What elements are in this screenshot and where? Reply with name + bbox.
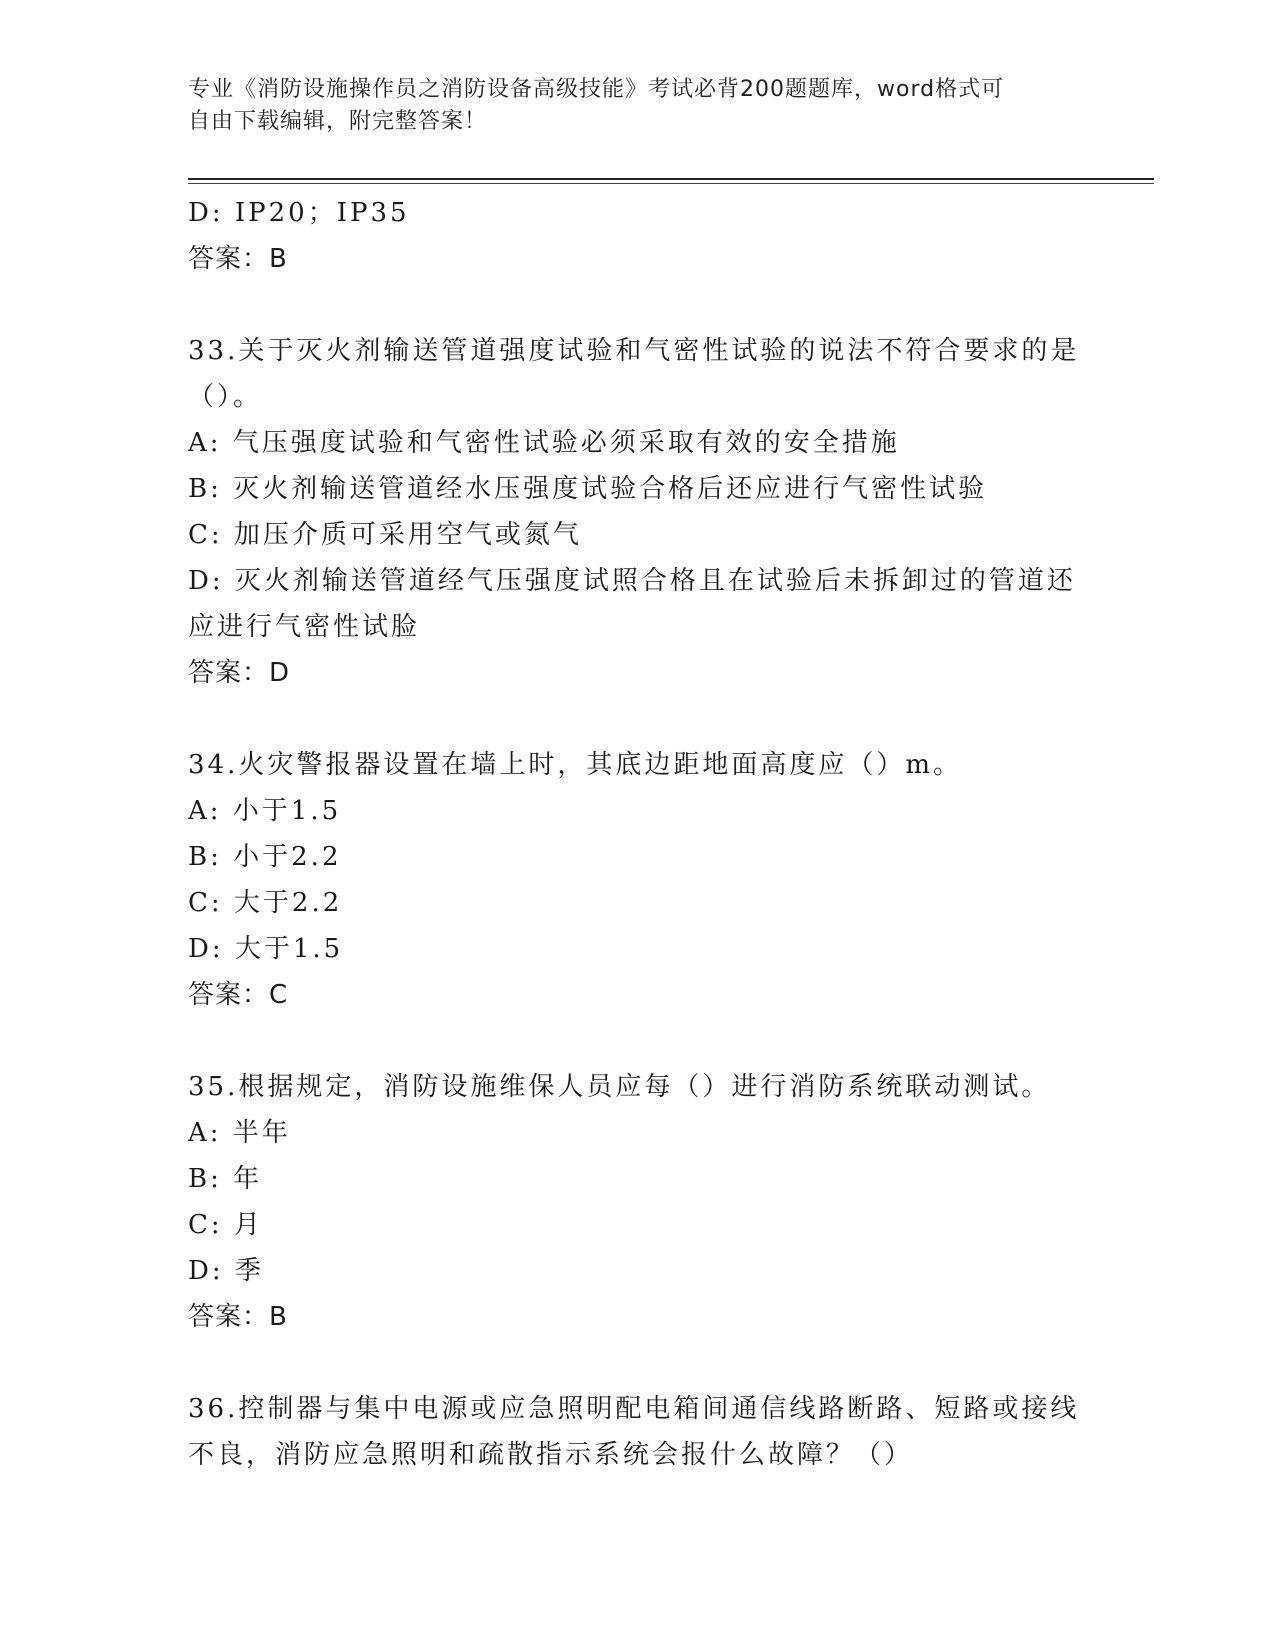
question-content — [188, 190, 1088, 1478]
answer-label: 答案：D — [188, 658, 291, 688]
option-d: D: 季 — [188, 1256, 264, 1286]
question-35 — [188, 1064, 1088, 1340]
question-36 — [188, 1386, 1088, 1478]
spacer — [188, 1340, 1088, 1386]
question-stem-continued: 不良，消防应急照明和疏散指示系统会报什么故障？（） — [188, 1440, 914, 1470]
option-c: C: 大于2.2 — [188, 888, 343, 918]
option-d: D: IP20；IP35 — [188, 198, 410, 228]
header-divider-thin — [188, 183, 1154, 184]
spacer — [188, 1018, 1088, 1064]
question-stem: 33.关于灭火剂输送管道强度试验和气密性试验的说法不符合要求的是 — [188, 336, 1080, 366]
header-divider-thick — [188, 178, 1154, 180]
question-34 — [188, 742, 1088, 1018]
option-b: B: 灭火剂输送管道经水压强度试验合格后还应进行气密性试验 — [188, 474, 988, 504]
option-a: A: 小于1.5 — [188, 796, 342, 826]
header-title-line-2: 自由下载编辑，附完整答案！ — [188, 109, 488, 134]
answer-label: 答案：C — [188, 980, 289, 1010]
option-a: A: 气压强度试验和气密性试验必须采取有效的安全措施 — [188, 428, 900, 458]
option-b: B: 年 — [188, 1164, 263, 1194]
option-d: D: 大于1.5 — [188, 934, 344, 964]
question-stem: 36.控制器与集中电源或应急照明配电箱间通信线路断路、短路或接线 — [188, 1394, 1080, 1424]
option-b: B: 小于2.2 — [188, 842, 342, 872]
spacer — [188, 282, 1088, 328]
question-stem: 34.火灾警报器设置在墙上时，其底边距地面高度应（）m。 — [188, 750, 963, 780]
option-c: C: 月 — [188, 1210, 263, 1240]
question-stem-continued: （）。 — [188, 382, 263, 412]
question-stem: 35.根据规定，消防设施维保人员应每（）进行消防系统联动测试。 — [188, 1072, 1051, 1102]
header-title-line-1: 专业《消防设施操作员之消防设备高级技能》考试必背200题题库，word格式可 — [188, 77, 1005, 102]
option-d: D: 灭火剂输送管道经气压强度试照合格且在试验后未拆卸过的管道还 — [188, 566, 1076, 596]
option-c: C: 加压介质可采用空气或氮气 — [188, 520, 582, 550]
option-d-continued: 应进行气密性试脸 — [188, 612, 421, 642]
answer-label: 答案：B — [188, 1302, 288, 1332]
spacer — [188, 696, 1088, 742]
document-header — [188, 74, 1068, 138]
question-33 — [188, 328, 1088, 696]
answer-label: 答案：B — [188, 244, 288, 274]
option-a: A: 半年 — [188, 1118, 291, 1148]
question-32-tail — [188, 190, 1088, 282]
